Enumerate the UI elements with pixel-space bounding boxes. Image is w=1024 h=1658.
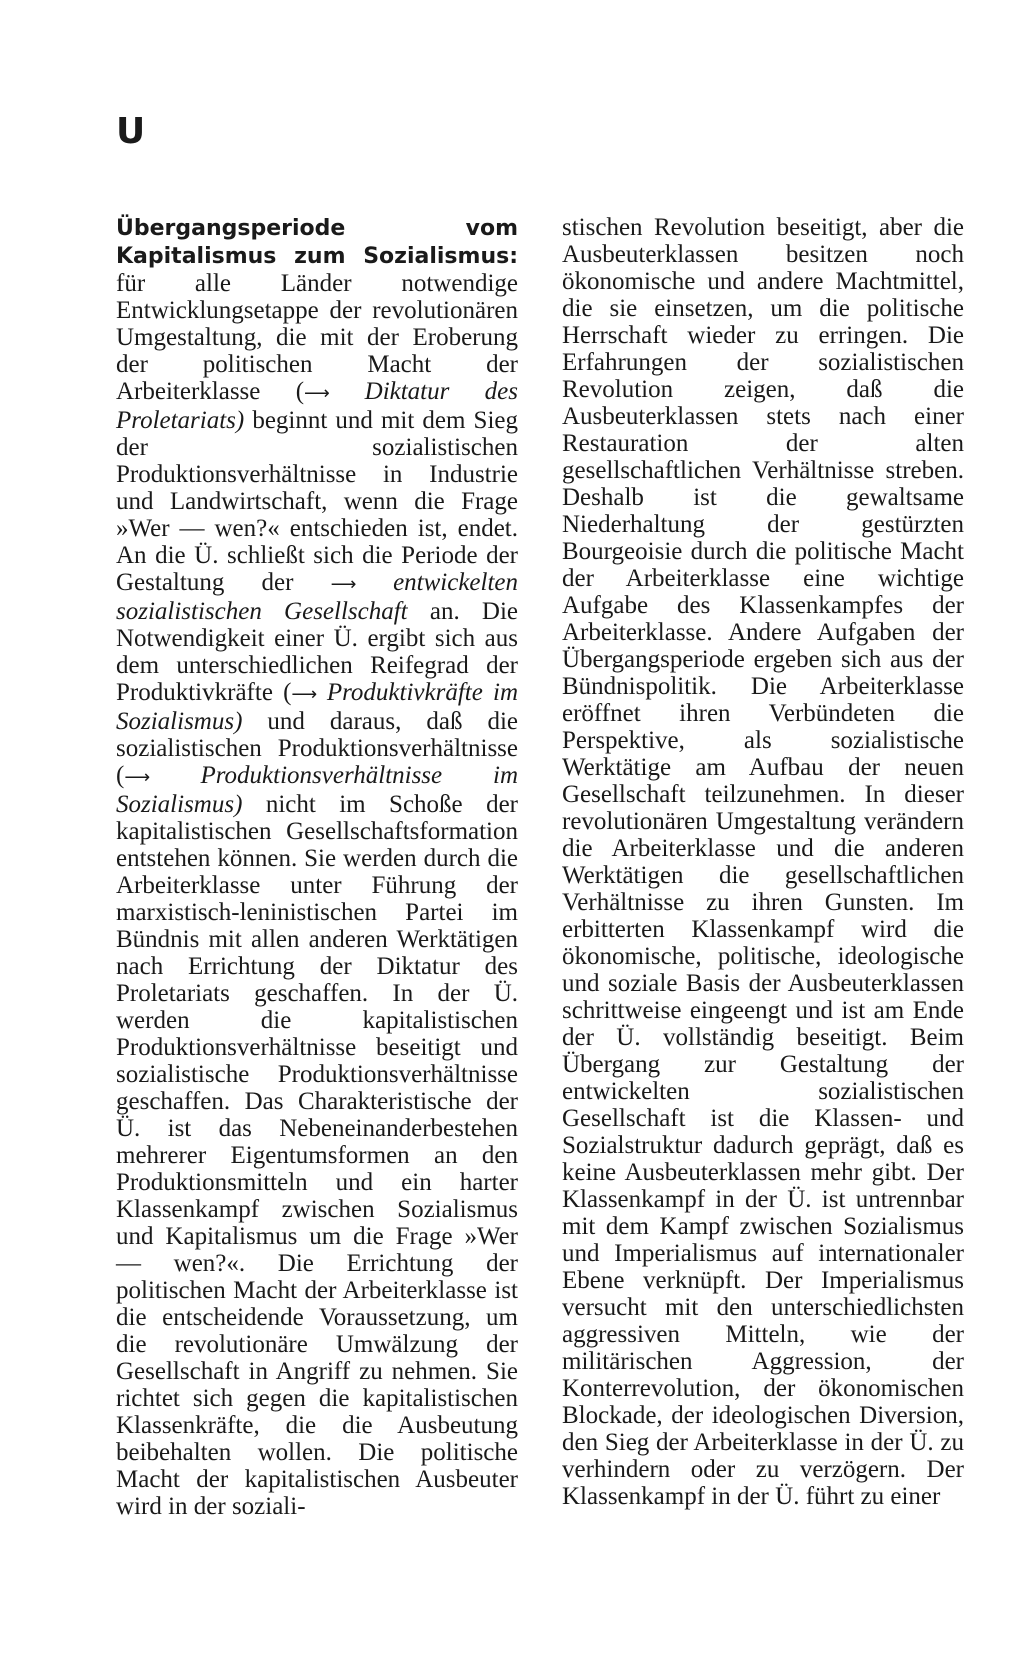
cross-reference-arrow-icon: ⟶	[124, 767, 201, 788]
cross-reference-arrow-icon: ⟶	[291, 684, 327, 705]
section-letter: U	[116, 111, 146, 152]
cross-reference[interactable]: Produktionsverhältnisse im Sozialismus)	[116, 762, 519, 818]
left-column	[116, 214, 518, 1520]
cross-reference-arrow-icon: ⟶	[304, 383, 365, 404]
entry-text: beginnt und mit dem Sieg der sozialistischen Produktionsverhältnisse in Industrie und Landwirtschaft, wenn die Frage »Wer — wen?« entschieden ist, endet. An die Ü. schließt sich die Periode der Gestaltung der	[116, 407, 518, 596]
entry-paragraph	[116, 214, 518, 1520]
entry-continuation: stischen Revolution beseitigt, aber die Ausbeuterklassen besitzen noch ökonomische und andere Machtmittel, die sie einsetzen, um die politische Herrschaft wieder zu erringen. Die Erfahrungen der sozialistischen Revolution zeigen, daß die Ausbeuterklassen stets nach einer Restauration der alten gesellschaftlichen Verhältnisse streben. Deshalb ist die gewaltsame Niederhaltung der gestürzten Bourgeoisie durch die politische Macht der Arbeiterklasse eine wichtige Aufgabe des Klassenkampfes der Arbeiterklasse. Andere Aufgaben der Übergangsperiode ergeben sich aus der Bündnispolitik. Die Arbeiterklasse eröffnet ihren Verbündeten die Perspektive, als sozialistische Werktätige am Aufbau der neuen Gesellschaft teilzunehmen. In dieser revolutionären Umgestaltung verändern die Arbeiterklasse und die anderen Werktätigen die gesellschaftlichen Verhältnisse zu ihren Gunsten. Im erbitterten Klassenkampf wird die ökonomische, politische, ideologische und soziale Basis der Ausbeuterklassen schrittweise eingeengt und ist am Ende der Ü. vollständig beseitigt. Beim Übergang zur Gestaltung der entwickelten sozialistischen Gesellschaft ist die Klassen- und Sozialstruktur dadurch geprägt, daß es keine Ausbeuterklassen mehr gibt. Der Klassenkampf in der Ü. ist untrennbar mit dem Kampf zwischen Sozialismus und Imperialismus auf internationaler Ebene verknüpft. Der Imperialismus versucht mit den unterschiedlichsten aggressiven Mitteln, wie der militärischen Aggression, der Konterrevolution, der ökonomischen Blockade, der ideologischen Diversion, den Sieg der Arbeiterklasse in der Ü. zu verhindern oder zu verzögern. Der Klassenkampf in der Ü. führt zu einer	[562, 214, 964, 1510]
cross-reference[interactable]: entwickelten sozialistischen Gesellschaft	[116, 569, 519, 625]
entry-text: nicht im Schoße der kapitalistischen Gesellschaftsformation entstehen können. Sie werden durch die Arbeiterklasse unter Führung der marxistisch-leninistischen Partei im Bündnis mit allen anderen Werktätigen nach Errichtung der Diktatur des Proletariats geschaffen. In der Ü. werden die kapitalistischen Produktionsverhältnisse beseitigt und sozialistische Produktionsverhältnisse geschaffen. Das Charakteristische der Ü. ist das Nebeneinanderbestehen mehrerer Eigentumsformen an den Produktionsmitteln und ein harter Klassenkampf zwischen Sozialismus und Kapitalismus um die Frage »Wer — wen?«. Die Errichtung der politischen Macht der Arbeiterklasse ist die entscheidende Voraussetzung, um die revolutionäre Umwälzung der Gesellschaft in Angriff zu nehmen. Sie richtet sich gegen die kapitalistischen Klassenkräfte, die die Ausbeutung beibehalten wollen. Die politische Macht der kapitalistischen Ausbeuter wird in der soziali-	[116, 791, 518, 1520]
cross-reference[interactable]: Diktatur des Proletariats)	[116, 378, 519, 434]
entry-text: an. Die Notwendigkeit einer Ü. ergibt sich aus dem unterschiedlichen Reifegrad der Produktivkräfte (	[116, 598, 518, 706]
right-column	[562, 214, 964, 1510]
entry-lemma: Übergangsperiode vom Kapitalismus zum Sozialismus:	[116, 216, 518, 269]
cross-reference-arrow-icon: ⟶	[330, 574, 394, 595]
entry-text: und daraus, daß die sozialistischen Produktionsverhältnisse (	[116, 708, 518, 789]
cross-reference[interactable]: Produktivkräfte im Sozialismus)	[116, 679, 518, 735]
entry-text: für alle Länder notwendige Entwicklungsetappe der revolutionären Umgestaltung, die mit der Eroberung der politischen Macht der Arbeiterklasse (	[116, 270, 518, 405]
